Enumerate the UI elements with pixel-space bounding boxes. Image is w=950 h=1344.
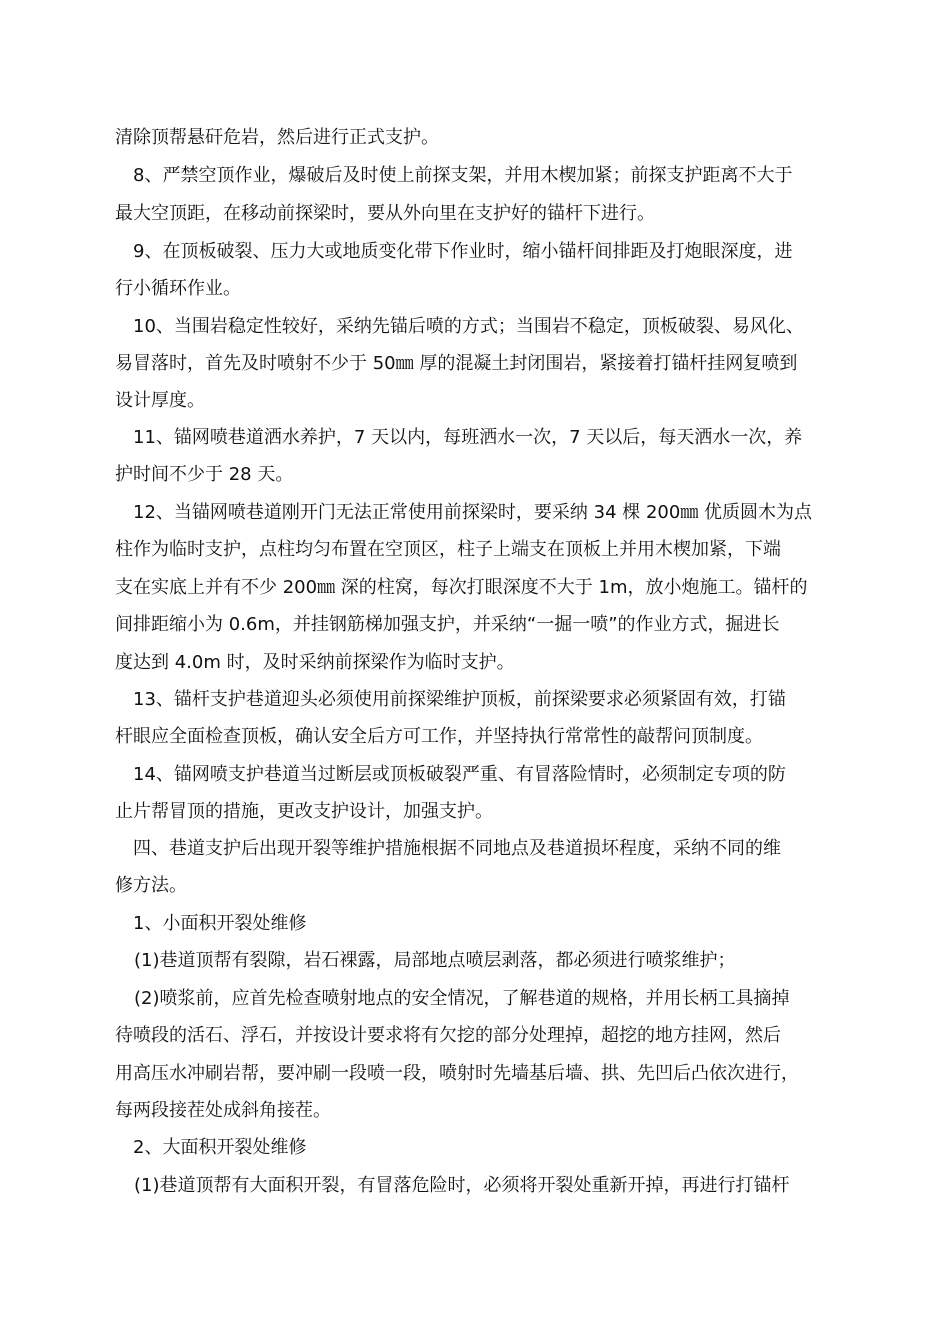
text-line: 9、在顶板破裂、压力大或地质变化带下作业时，缩小锚杆间排距及打炮眼深度，进 <box>133 241 793 262</box>
text-line: 13、锚杆支护巷道迎头必须使用前探梁维护顶板，前探梁要求必须紧固有效，打锚 <box>133 689 786 710</box>
text-line: 12、当锚网喷巷道刚开门无法正常使用前探梁时，要采纳 34 棵 200㎜ 优质圆木为点 <box>133 502 813 523</box>
text-line: 修方法。 <box>115 875 187 896</box>
text-line: 护时间不少于 28 天。 <box>115 464 294 485</box>
subsection-heading: 1、小面积开裂处维修 <box>133 913 307 934</box>
text-line: 8、严禁空顶作业，爆破后及时使上前探支架，并用木楔加紧；前探支护距离不大于 <box>133 165 793 186</box>
text-line: 柱作为临时支护，点柱均匀布置在空顶区，柱子上端支在顶板上并用木楔加紧，下端 <box>115 539 781 560</box>
text-line: 每两段接茬处成斜角接茬。 <box>115 1100 331 1121</box>
text-line: 11、锚网喷巷道洒水养护，7 天以内，每班洒水一次，7 天以后，每天洒水一次，养 <box>133 427 803 448</box>
text-line: 14、锚网喷支护巷道当过断层或顶板破裂严重、有冒落险情时，必须制定专项的防 <box>133 764 786 785</box>
text-line: (2)喷浆前，应首先检查喷射地点的安全情况，了解巷道的规格，并用长柄工具摘掉 <box>134 988 790 1009</box>
text-line: 设计厚度。 <box>115 390 205 411</box>
text-line: 最大空顶距，在移动前探梁时，要从外向里在支护好的锚杆下进行。 <box>115 203 655 224</box>
text-line: 杆眼应全面检查顶板，确认安全后方可工作，并坚持执行常常性的敲帮问顶制度。 <box>115 726 763 747</box>
text-line: 度达到 4.0m 时，及时采纳前探梁作为临时支护。 <box>115 652 515 673</box>
text-line: (1)巷道顶帮有大面积开裂，有冒落危险时，必须将开裂处重新开掉，再进行打锚杆 <box>134 1175 790 1196</box>
text-line: 易冒落时，首先及时喷射不少于 50㎜ 厚的混凝土封闭围岩，紧接着打锚杆挂网复喷到 <box>115 353 798 374</box>
text-line: 支在实底上并有不少 200㎜ 深的柱窝，每次打眼深度不大于 1m，放小炮施工。锚杆的 <box>115 577 808 598</box>
text-line: 间排距缩小为 0.6m，并挂钢筋梯加强支护，并采纳“一掘一喷”的作业方式，掘进长 <box>115 614 780 635</box>
text-line: 清除顶帮悬矸危岩，然后进行正式支护。 <box>115 127 439 148</box>
subsection-heading: 2、大面积开裂处维修 <box>133 1137 307 1158</box>
text-line: 待喷段的活石、浮石，并按设计要求将有欠挖的部分处理掉，超挖的地方挂网，然后 <box>115 1025 781 1046</box>
text-line: 用高压水冲刷岩帮，要冲刷一段喷一段，喷射时先墙基后墙、拱、先凹后凸依次进行， <box>115 1063 799 1084</box>
section-heading: 四、巷道支护后出现开裂等维护措施根据不同地点及巷道损坏程度，采纳不同的维 <box>133 838 781 859</box>
text-line: (1)巷道顶帮有裂隙，岩石裸露，局部地点喷层剥落，都必须进行喷浆维护； <box>134 950 736 971</box>
text-line: 行小循环作业。 <box>115 278 241 299</box>
text-line: 10、当围岩稳定性较好，采纳先锚后喷的方式；当围岩不稳定，顶板破裂、易风化、 <box>133 316 804 337</box>
text-line: 止片帮冒顶的措施，更改支护设计，加强支护。 <box>115 801 493 822</box>
